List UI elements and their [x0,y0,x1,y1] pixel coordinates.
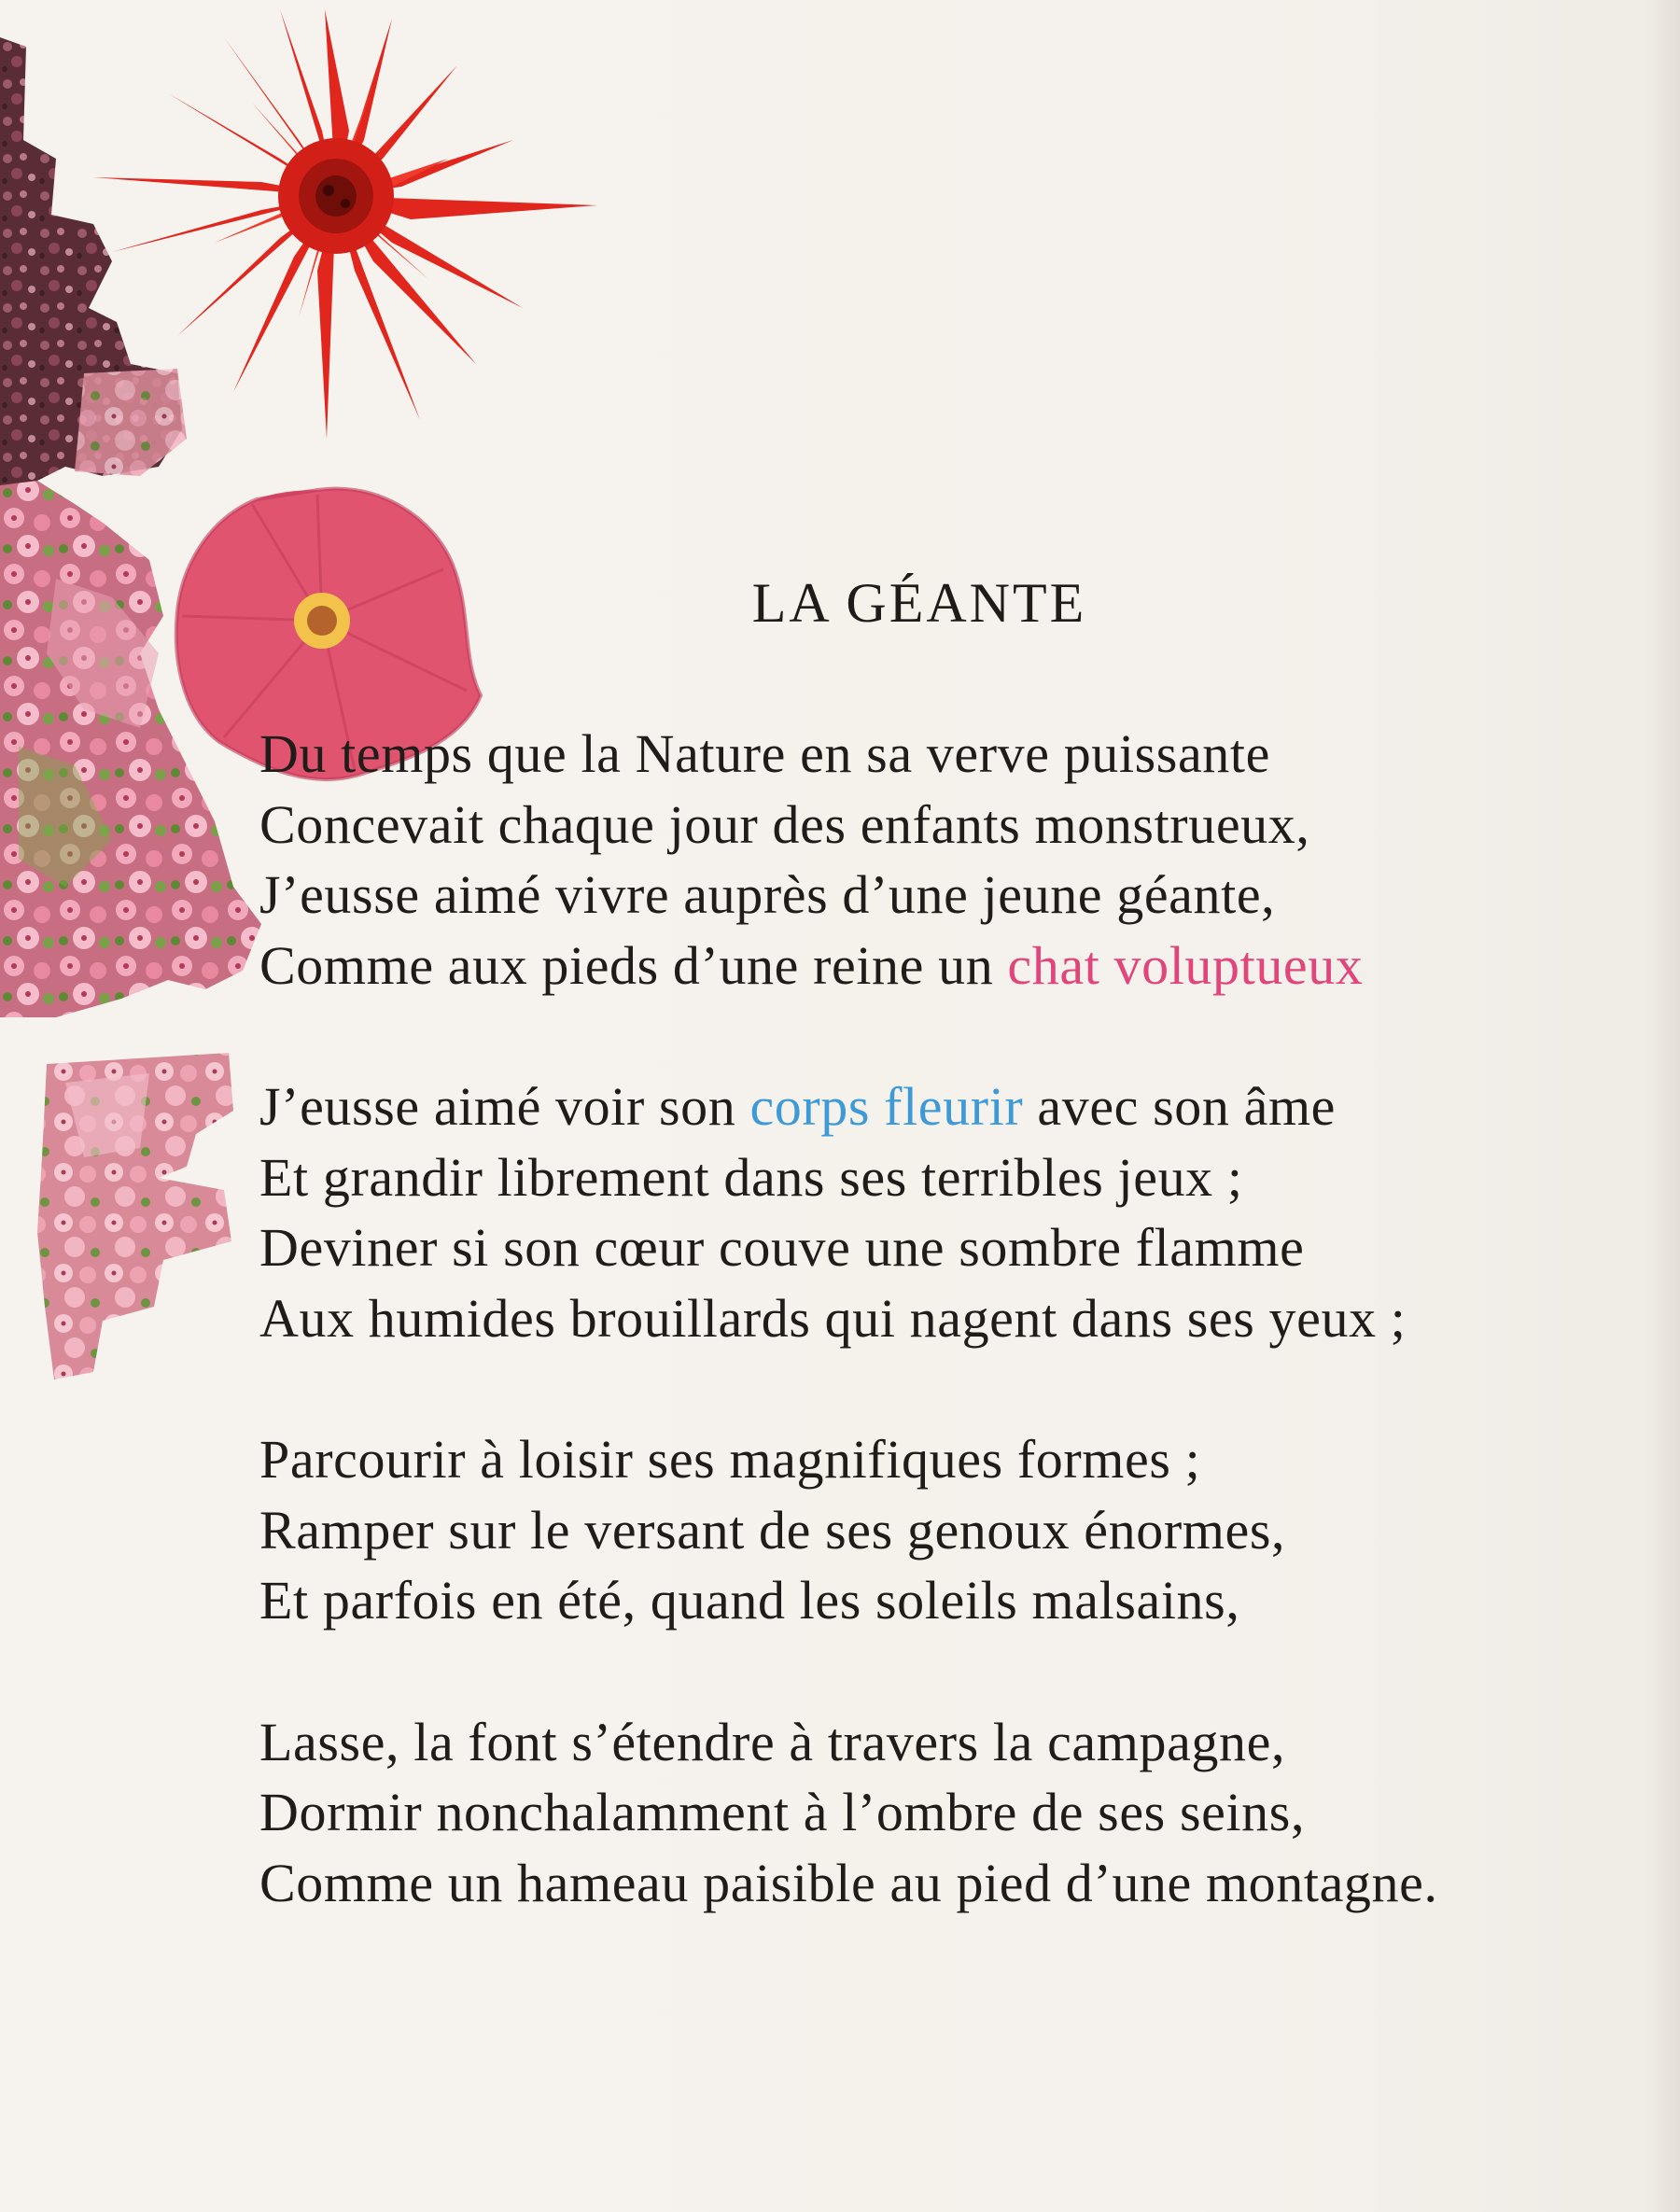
poem-line: Comme un hameau paisible au pied d’une montagne. [259,1852,1438,1913]
stanza-gap [259,1001,1641,1071]
poem-line: Et grandir librement dans ses terribles jeux ; [259,1146,1243,1208]
poem-line: Parcourir à loisir ses magnifiques formes ; [259,1429,1201,1490]
poem-line: J’eusse aimé vivre auprès d’une jeune géante, [259,864,1276,925]
poem-line: Deviner si son cœur couve une sombre flamme [259,1217,1305,1278]
poem-line: Et parfois en été, quand les soleils malsains, [259,1570,1240,1631]
poem-line: Aux humides brouillards qui nagent dans ses yeux ; [259,1287,1407,1349]
stanza-4 [259,1707,1641,1919]
poem-line: Du temps que la Nature en sa verve puissante [259,723,1270,784]
poem-line-text: J’eusse aimé voir son [259,1076,750,1137]
stanza-1 [259,719,1641,1001]
poem-body [259,719,1641,1918]
poem-line: Dormir nonchalamment à l’ombre de ses seins, [259,1782,1306,1842]
poem-line-text: Comme aux pieds d’une reine un [259,934,1008,996]
highlight-blue-text: corps fleurir [749,1076,1024,1137]
poem-line-text: avec son âme [1023,1076,1336,1137]
stanza-2 [259,1071,1641,1353]
poem-line: Concevait chaque jour des enfants monstrueux, [259,793,1310,855]
stanza-gap [259,1636,1641,1707]
poem-line [259,931,1641,1001]
highlight-pink-text: chat voluptueux [1007,934,1364,996]
poem-line [259,1071,1641,1142]
stanza-gap [259,1353,1641,1424]
stanza-3 [259,1424,1641,1636]
poem-title: LA GÉANTE [751,572,1087,634]
poem-line: Ramper sur le versant de ses genoux énormes, [259,1499,1286,1561]
page-edge-shadow [1646,0,1680,2212]
poem-line: Lasse, la font s’étendre à travers la campagne, [259,1711,1286,1772]
